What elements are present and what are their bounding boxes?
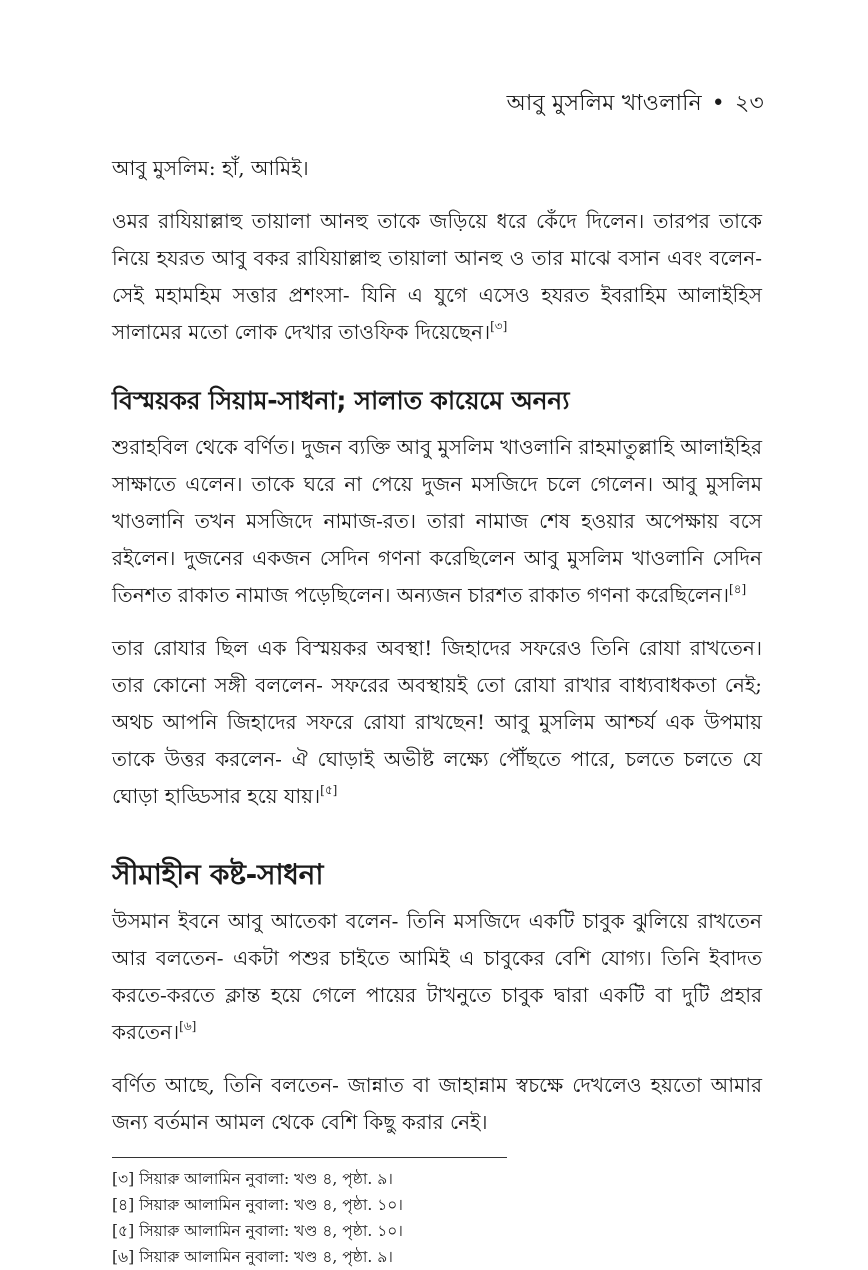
paragraph xyxy=(112,1067,762,1141)
page-number: ২৩ xyxy=(734,91,764,116)
page-content xyxy=(112,150,762,1270)
paragraph xyxy=(112,903,762,1051)
footnote-ref: [৬] xyxy=(179,1019,197,1033)
paragraph xyxy=(112,150,762,187)
footnote-item: [৪] সিয়ারু আলামিন নুবালা: খণ্ড ৪, পৃষ্ঠা. ১০। xyxy=(112,1196,403,1214)
paragraph-text: শুরাহবিল থেকে বর্ণিত। দুজন ব্যক্তি আবু মুসলিম খাওলানি রাহমাতুল্লাহি আলাইহির সাক্ষাতে এলেন। তাকে ঘরে না পেয়ে দুজন মসজিদে চলে গেলেন। আবু মুসলিম খাওলানি তখন মসজিদে নামাজ-রত। তারা নামাজ শেষ হওয়ার অপেক্ষায় বসে রইলেন। দুজনের একজন সেদিন গণনা করেছিলেন আবু মুসলিম খাওলানি সেদিন তিনশত রাকাত নামাজ পড়েছিলেন। অন্যজন চারশত রাকাত গণনা করেছিলেন। xyxy=(112,435,762,607)
footnote-item: [৩] সিয়ারু আলামিন নুবালা: খণ্ড ৪, পৃষ্ঠা. ৯। xyxy=(112,1170,393,1188)
paragraph-text: আবু মুসলিম: হাঁ, আমিই। xyxy=(112,156,309,180)
footnote-ref: [৪] xyxy=(729,582,747,596)
footnote-ref: [৩] xyxy=(490,319,508,333)
running-title: আবু মুসলিম খাওলানি xyxy=(506,91,702,116)
paragraph xyxy=(112,203,762,351)
section-heading: বিস্ময়কর সিয়াম-সাধনা; সালাত কায়েমে অনন্য xyxy=(112,386,570,415)
paragraph xyxy=(112,630,762,815)
paragraph-text: উসমান ইবনে আবু আতেকা বলেন- তিনি মসজিদে একটি চাবুক ঝুলিয়ে রাখতেন আর বলতেন- একটা পশুর চাইতে আমিই এ চাবুকের বেশি যোগ্য। তিনি ইবাদত করতে-করতে ক্লান্ত হয়ে গেলে পায়ের টাখনুতে চাবুক দ্বারা একটি বা দুটি প্রহার করতেন। xyxy=(112,909,762,1044)
footnote-item: [৬] সিয়ারু আলামিন নুবালা: খণ্ড ৪, পৃষ্ঠা. ৯। xyxy=(112,1248,393,1266)
footnote-item: [৫] সিয়ারু আলামিন নুবালা: খণ্ড ৪, পৃষ্ঠা. ১০। xyxy=(112,1222,403,1240)
paragraph xyxy=(112,429,762,614)
footnote-divider xyxy=(112,1157,507,1158)
section-heading: সীমাহীন কষ্ট-সাধনা xyxy=(112,858,324,891)
footnotes-list xyxy=(112,1166,762,1270)
header-separator: • xyxy=(711,91,725,116)
footnote-ref: [৫] xyxy=(320,783,338,797)
paragraph-text: তার রোযার ছিল এক বিস্ময়কর অবস্থা! জিহাদের সফরেও তিনি রোযা রাখতেন। তার কোনো সঙ্গী বললেন- সফরের অবস্থায়ই তো রোযা রাখার বাধ্যবাধকতা নেই; অথচ আপনি জিহাদের সফরে রোযা রাখছেন! আবু মুসলিম আশ্চর্য এক উপমায় তাকে উত্তর করলেন- ঐ ঘোড়াই অভীষ্ট লক্ষ্যে পৌঁছতে পারে, চলতে চলতে যে ঘোড়া হাড্ডিসার হয়ে যায়। xyxy=(112,636,762,808)
paragraph-text: ওমর রাযিয়াল্লাহু তায়ালা আনহু তাকে জড়িয়ে ধরে কেঁদে দিলেন। তারপর তাকে নিয়ে হযরত আবু বকর রাযিয়াল্লাহু তায়ালা আনহু ও তার মাঝে বসান এবং বলেন- সেই মহামহিম সত্তার প্রশংসা- যিনি এ যুগে এসেও হযরত ইবরাহিম আলাইহিস সালামের মতো লোক দেখার তাওফিক দিয়েছেন। xyxy=(112,209,762,344)
paragraph-text: বর্ণিত আছে, তিনি বলতেন- জান্নাত বা জাহান্নাম স্বচক্ষে দেখলেও হয়তো আমার জন্য বর্তমান আমল থেকে বেশি কিছু করার নেই। xyxy=(112,1073,762,1134)
running-header xyxy=(507,86,764,123)
